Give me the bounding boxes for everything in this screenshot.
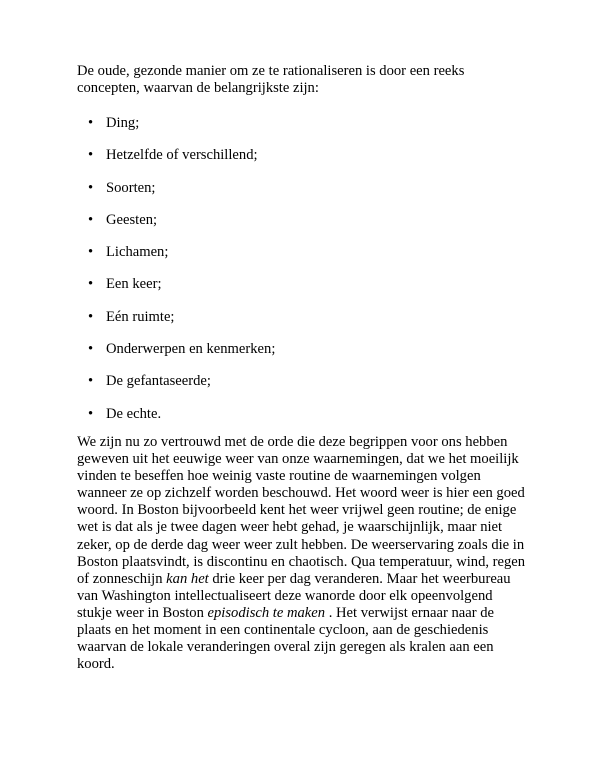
intro-paragraph: De oude, gezonde manier om ze te rationaliseren is door een reeks concepten, waarvan de belangrijkste zijn: xyxy=(77,63,465,96)
list-item-label: Een keer; xyxy=(106,276,162,293)
list-item-label: Onderwerpen en kenmerken; xyxy=(106,341,276,358)
bullet-icon: • xyxy=(88,244,94,261)
list-item xyxy=(77,212,528,244)
list-item xyxy=(77,115,528,147)
list-item xyxy=(77,180,528,212)
bullet-icon: • xyxy=(88,308,94,325)
body-paragraph xyxy=(77,434,528,673)
list-item-label: De gefantaseerde; xyxy=(106,373,211,390)
bullet-icon: • xyxy=(88,373,94,390)
concept-list xyxy=(77,115,528,438)
list-item xyxy=(77,341,528,373)
list-item-label: Eén ruimte; xyxy=(106,308,175,325)
emphasis-text: episodisch te maken xyxy=(207,604,326,621)
body-text-part: . Het verwijst ernaar naar de plaats en het moment in een continentale cycloon, aan de geschiedenis waarvan de lokale veranderingen overal zijn geregen als kralen aan een koord. xyxy=(77,604,495,673)
bullet-icon: • xyxy=(88,405,94,422)
body-text-part: drie keer per dag veranderen. Maar het weerbureau van Washington intellectualiseert deze wanorde door elk opeenvolgend stukje weer in Boston xyxy=(77,570,511,621)
bullet-icon: • xyxy=(88,115,94,131)
emphasis-text: kan het xyxy=(166,570,209,587)
bullet-icon: • xyxy=(88,179,94,196)
list-item-label: Geesten; xyxy=(106,211,158,228)
list-item-label: Soorten; xyxy=(106,179,156,196)
list-item-label: Lichamen; xyxy=(106,244,169,261)
list-item-label: Hetzelfde of verschillend; xyxy=(106,147,258,164)
list-item xyxy=(77,373,528,405)
bullet-icon: • xyxy=(88,211,94,228)
list-item xyxy=(77,244,528,276)
list-item xyxy=(77,406,528,438)
bullet-icon: • xyxy=(88,276,94,293)
list-item xyxy=(77,276,528,308)
bullet-icon: • xyxy=(88,341,94,358)
list-item-label: De echte. xyxy=(106,405,162,422)
list-item xyxy=(77,309,528,341)
list-item-label: Ding; xyxy=(106,115,140,131)
bullet-icon: • xyxy=(88,147,94,164)
list-item xyxy=(77,147,528,179)
body-text-part: We zijn nu zo vertrouwd met de orde die deze begrippen voor ons hebben geweven uit het eeuwige weer van onze waarnemingen, dat we het moeilijk vinden te beseffen hoe weinig vaste routine de waarnemingen volgen wanneer ze op zichzelf worden beschouwd. Het woord weer is hier een goed woord. In Boston bijvoorbeeld kent het weer vrijwel geen routine; de enige wet is dat als je twee dagen weer hebt gehad, je waarschijnlijk, maar niet zeker, op de derde dag weer weer zult hebben. De weerservaring zoals die in Boston plaatsvindt, is discontinu en chaotisch. Qua temperatuur, wind, regen of zonneschijn xyxy=(77,433,526,587)
